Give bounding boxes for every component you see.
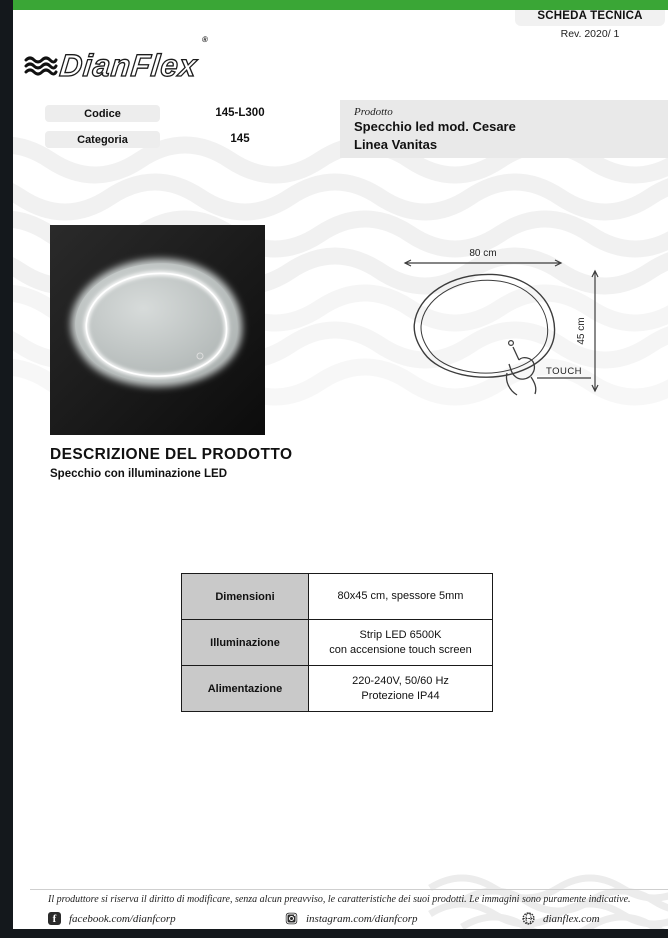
description-title: DESCRIZIONE DEL PRODOTTO bbox=[50, 446, 293, 463]
description-subtitle: Specchio con illuminazione LED bbox=[50, 468, 227, 480]
dianflex-logo bbox=[24, 35, 210, 83]
footer bbox=[30, 889, 668, 925]
scheda-tecnica-badge: SCHEDA TECNICA bbox=[515, 5, 665, 26]
black-bottom-bar bbox=[0, 929, 668, 938]
facebook-link[interactable] bbox=[48, 912, 285, 925]
facebook-icon: f bbox=[48, 912, 61, 925]
spec-value-line: Strip LED 6500K bbox=[359, 629, 442, 642]
instagram-icon bbox=[285, 912, 298, 925]
social-row bbox=[48, 912, 668, 925]
width-dimension-label: 80 cm bbox=[469, 248, 497, 259]
spec-value bbox=[309, 666, 492, 711]
spec-label: Dimensioni bbox=[182, 574, 309, 619]
spec-value bbox=[309, 574, 492, 619]
codice-label: Codice bbox=[45, 105, 160, 122]
product-name: Specchio led mod. Cesare bbox=[354, 119, 516, 134]
page-left-border bbox=[0, 0, 13, 938]
revision-label: Rev. 2020/ 1 bbox=[560, 28, 620, 40]
codice-value: 145-L300 bbox=[215, 107, 265, 119]
logo-part-1: Dian bbox=[58, 48, 134, 83]
height-dimension-label: 45 cm bbox=[576, 317, 587, 345]
product-line: Linea Vanitas bbox=[354, 136, 438, 152]
dimension-drawing bbox=[395, 247, 623, 405]
spec-value bbox=[309, 620, 492, 665]
website-url: dianflex.com bbox=[543, 912, 600, 925]
instagram-link[interactable] bbox=[285, 912, 522, 925]
spec-label: Illuminazione bbox=[182, 620, 309, 665]
website-link[interactable] bbox=[522, 912, 668, 925]
spec-value-line: con accensione touch screen bbox=[329, 643, 472, 656]
spec-value-line: 80x45 cm, spessore 5mm bbox=[337, 590, 464, 603]
categoria-value: 145 bbox=[230, 133, 250, 145]
prodotto-label: Prodotto bbox=[354, 106, 393, 118]
table-row-alimentazione bbox=[182, 665, 492, 711]
product-photo bbox=[50, 225, 265, 435]
logo-wave-icon bbox=[24, 54, 58, 78]
categoria-label: Categoria bbox=[45, 131, 160, 148]
spec-label: Alimentazione bbox=[182, 666, 309, 711]
spec-value-line: Protezione IP44 bbox=[361, 689, 440, 702]
spec-table bbox=[181, 573, 493, 712]
instagram-url: instagram.com/dianfcorp bbox=[306, 912, 418, 925]
logo-part-2: Flex bbox=[129, 48, 200, 83]
product-panel bbox=[340, 100, 668, 158]
facebook-url: facebook.com/dianfcorp bbox=[69, 912, 176, 925]
table-row-dimensioni bbox=[182, 574, 492, 619]
table-row-illuminazione bbox=[182, 619, 492, 665]
touch-label: TOUCH bbox=[545, 366, 583, 377]
green-top-bar bbox=[13, 0, 668, 10]
globe-icon bbox=[522, 912, 535, 925]
registered-mark: ® bbox=[201, 35, 210, 44]
spec-value-line: 220-240V, 50/60 Hz bbox=[352, 675, 449, 688]
logo-wordmark bbox=[58, 35, 210, 83]
disclaimer-text: Il produttore si riserva il diritto di modificare, senza alcun preavviso, le caratteristiche dei suoi prodotti. Le immagini sono puramente indicative. bbox=[48, 894, 631, 905]
